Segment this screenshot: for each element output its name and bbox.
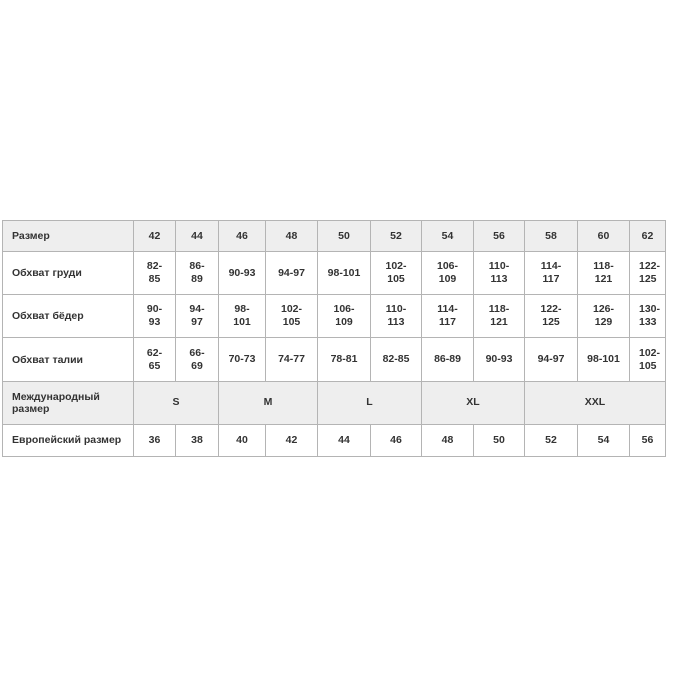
table-cell: 98-101 [318,252,371,295]
table-cell: 40 [219,424,266,456]
table-cell: 98-101 [219,295,266,338]
header-label: Размер [3,221,134,252]
table-cell: 110-113 [474,252,525,295]
size-header-cell: 56 [474,221,525,252]
table-cell: 50 [474,424,525,456]
table-cell: 102-105 [371,252,422,295]
international-size-row [3,381,666,424]
hips-row [3,295,666,338]
table-cell: 70-73 [219,338,266,381]
table-cell: 56 [630,424,666,456]
size-header-cell: 54 [422,221,474,252]
table-cell: 74-77 [266,338,318,381]
size-header-cell: 52 [371,221,422,252]
table-cell: 114-117 [525,252,578,295]
table-cell: 102-105 [266,295,318,338]
table-cell: 130-133 [630,295,666,338]
waist-row [3,338,666,381]
size-header-cell: 42 [134,221,176,252]
size-chart-table [2,220,666,457]
size-header-cell: 60 [578,221,630,252]
size-header-cell: 62 [630,221,666,252]
table-cell: 94-97 [176,295,219,338]
table-cell: 86-89 [176,252,219,295]
row-label: Европейский размер [3,424,134,456]
table-cell: 118-121 [474,295,525,338]
size-header-cell: 48 [266,221,318,252]
international-size-cell: L [318,381,422,424]
international-size-cell: M [219,381,318,424]
table-cell: 106-109 [318,295,371,338]
table-cell: 126-129 [578,295,630,338]
table-cell: 122-125 [630,252,666,295]
table-cell: 94-97 [266,252,318,295]
table-cell: 44 [318,424,371,456]
table-cell: 36 [134,424,176,456]
international-size-cell: S [134,381,219,424]
size-header-cell: 44 [176,221,219,252]
table-cell: 42 [266,424,318,456]
table-cell: 86-89 [422,338,474,381]
row-label: Обхват талии [3,338,134,381]
table-cell: 106-109 [422,252,474,295]
table-cell: 48 [422,424,474,456]
size-header-cell: 50 [318,221,371,252]
table-cell: 38 [176,424,219,456]
international-size-cell: XXL [525,381,666,424]
table-cell: 46 [371,424,422,456]
table-cell: 78-81 [318,338,371,381]
header-row [3,221,666,252]
row-label: Обхват бёдер [3,295,134,338]
table-cell: 118-121 [578,252,630,295]
size-header-cell: 46 [219,221,266,252]
table-cell: 82-85 [134,252,176,295]
table-cell: 90-93 [219,252,266,295]
table-cell: 94-97 [525,338,578,381]
table-cell: 114-117 [422,295,474,338]
european-size-row [3,424,666,456]
size-header-cell: 58 [525,221,578,252]
table-cell: 102-105 [630,338,666,381]
row-label: Международный размер [3,381,134,424]
chest-row [3,252,666,295]
table-cell: 54 [578,424,630,456]
table-cell: 122-125 [525,295,578,338]
table-cell: 82-85 [371,338,422,381]
table-cell: 98-101 [578,338,630,381]
row-label: Обхват груди [3,252,134,295]
table-cell: 90-93 [134,295,176,338]
table-cell: 66-69 [176,338,219,381]
table-cell: 90-93 [474,338,525,381]
table-cell: 52 [525,424,578,456]
table-cell: 62-65 [134,338,176,381]
table-cell: 110-113 [371,295,422,338]
international-size-cell: XL [422,381,525,424]
